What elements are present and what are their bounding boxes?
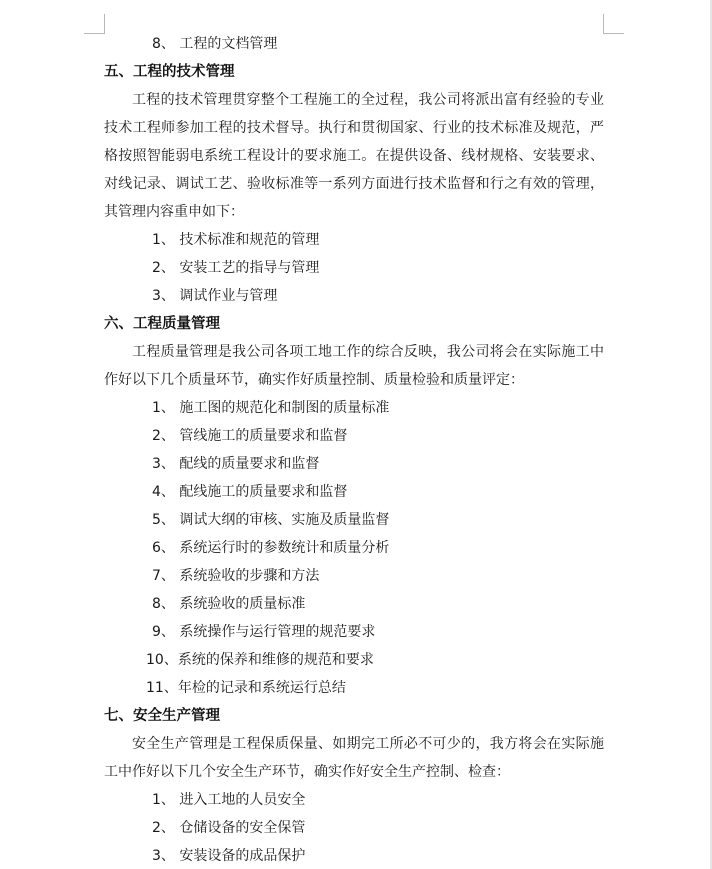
list-item: 4、 配线施工的质量要求和监督: [152, 484, 348, 500]
list-item: 9、 系统操作与运行管理的规范要求: [152, 624, 376, 640]
paragraph-line: 工程质量管理是我公司各项工地工作的综合反映，我公司将会在实际施工中: [132, 344, 604, 360]
crop-mark-top-right-horizontal: [603, 33, 624, 34]
list-item: 6、 系统运行时的参数统计和质量分析: [152, 540, 390, 556]
list-item-document-management: [104, 30, 604, 58]
paragraph-line: 工程的技术管理贯穿整个工程施工的全过程，我公司将派出富有经验的专业: [132, 92, 604, 108]
list-item: 3、 安装设备的成品保护: [152, 848, 306, 864]
paragraph-line: 工中作好以下几个安全生产环节，确实作好安全生产控制、检查：: [104, 764, 510, 780]
list-item: 3、 调试作业与管理: [152, 288, 278, 304]
list-item: 2、 仓储设备的安全保管: [152, 820, 306, 836]
list-item-number: 8、: [152, 36, 175, 52]
paragraph-line: 对线记录、调试工艺、验收标准等一系列方面进行技术监督和行之有效的管理，: [104, 176, 604, 192]
section-heading-quality-management: 六、工程质量管理: [104, 316, 220, 332]
list-item: 1、 进入工地的人员安全: [152, 792, 306, 808]
section-heading-technical-management: 五、工程的技术管理: [104, 64, 235, 80]
list-item: 1、 施工图的规范化和制图的质量标准: [152, 400, 390, 416]
paragraph-line: 安全生产管理是工程保质保量、如期完工所必不可少的，我方将会在实际施: [132, 736, 604, 752]
paragraph-line: 作好以下几个质量环节，确实作好质量控制、质量检验和质量评定：: [104, 372, 524, 388]
list-item: 5、 调试大纲的审核、实施及质量监督: [152, 512, 390, 528]
paragraph-line: 技术工程师参加工程的技术督导。执行和贯彻国家、行业的技术标准及规范，严: [104, 120, 604, 136]
list-item: 2、 管线施工的质量要求和监督: [152, 428, 348, 444]
list-item: 8、 系统验收的质量标准: [152, 596, 306, 612]
crop-mark-top-left-horizontal: [84, 33, 105, 34]
document-body[interactable]: [104, 30, 604, 869]
list-item: 3、 配线的质量要求和监督: [152, 456, 320, 472]
list-item: 10、系统的保养和维修的规范和要求: [146, 652, 374, 668]
list-item: 1、 技术标准和规范的管理: [152, 232, 320, 248]
list-item: 11、年检的记录和系统运行总结: [146, 680, 346, 696]
list-item-text: 工程的文档管理: [179, 36, 278, 52]
list-item: 2、 安装工艺的指导与管理: [152, 260, 320, 276]
paragraph-line: 其管理内容重申如下：: [104, 204, 244, 220]
paragraph-line: 格按照智能弱电系统工程设计的要求施工。在提供设备、线材规格、安装要求、: [104, 148, 604, 164]
list-item: 7、 系统验收的步骤和方法: [152, 568, 320, 584]
section-heading-safety-management: 七、安全生产管理: [104, 708, 220, 724]
